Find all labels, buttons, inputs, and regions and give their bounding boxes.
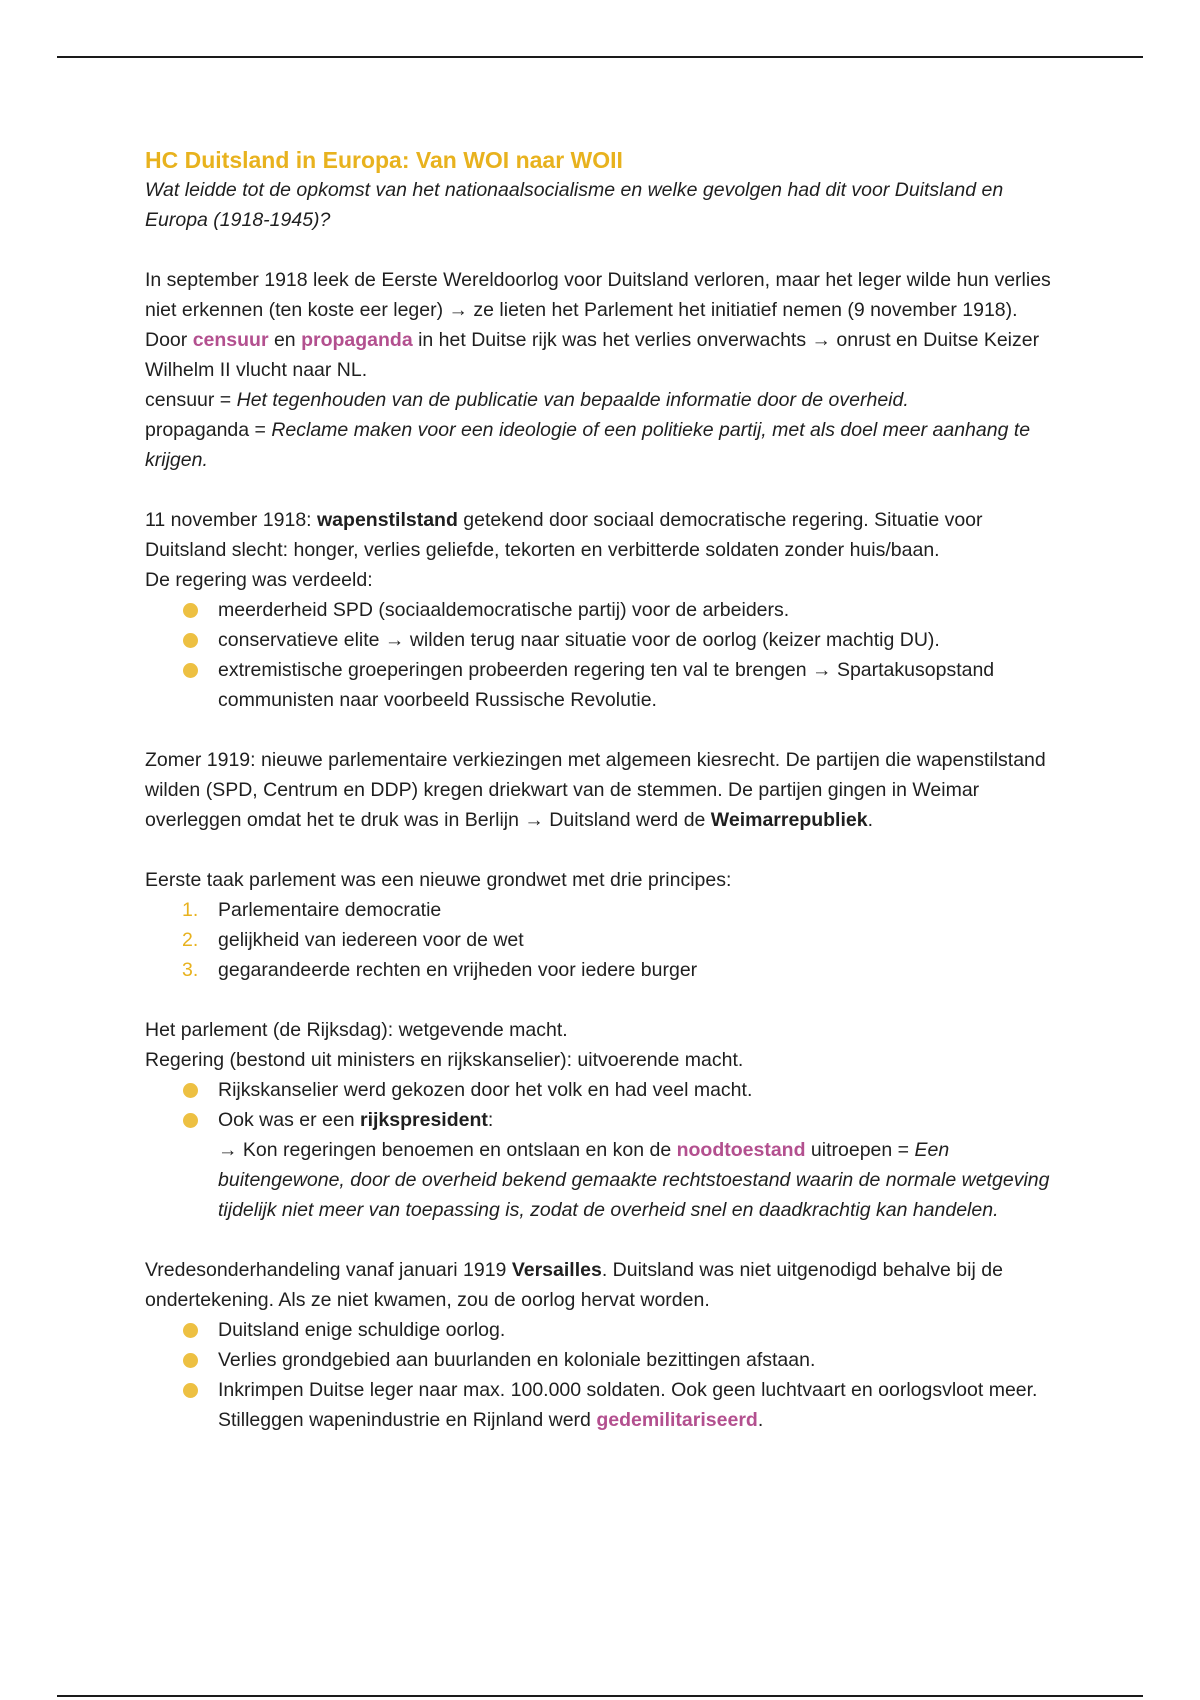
document-title: HC Duitsland in Europa: Van WOI naar WOII (145, 147, 623, 173)
list-item-text: meerderheid SPD (sociaaldemocratische partij) voor de arbeiders. (218, 599, 790, 621)
text-run: . Duitsland was niet uitgenodigd behalve bij de ondertekening. Als ze niet kwamen, zou de oorlog hervat worden. (145, 1259, 1003, 1311)
list-item-text: Duitsland enige schuldige oorlog. (218, 1319, 506, 1341)
paragraph-censuur-propaganda (145, 325, 1065, 385)
bullet-list-macht (145, 1075, 1065, 1225)
bullet-icon (183, 1083, 198, 1098)
definition-propaganda (145, 415, 1065, 475)
text-run: Vredesonderhandeling vanaf januari 1919 (145, 1259, 512, 1281)
numbered-list-principes (145, 895, 1065, 985)
definition-censuur (145, 385, 1065, 415)
bullet-list-versailles (145, 1315, 1065, 1435)
bottom-rule (57, 1695, 1143, 1697)
term-censuur: censuur (192, 329, 269, 351)
bullet-icon (183, 663, 198, 678)
paragraph-intro: In september 1918 leek de Eerste Wereldoorlog voor Duitsland verloren, maar het leger wilde hun verlies niet erkennen (ten koste eer leger) → ze lieten het Parlement het initiatief nemen (9 november 1918). (145, 269, 1051, 321)
term-noodtoestand: noodtoestand (676, 1139, 806, 1161)
list-item (145, 1345, 1065, 1375)
bold-term: Versailles (511, 1259, 602, 1281)
text-run: . (757, 1409, 764, 1431)
bullet-icon (183, 1323, 198, 1338)
paragraph-rijksdag: Het parlement (de Rijksdag): wetgevende macht. (145, 1019, 568, 1041)
list-item-text: Rijkskanselier werd gekozen door het volk en had veel macht. (218, 1079, 753, 1101)
list-item (145, 925, 1065, 955)
list-item-text: gegarandeerde rechten en vrijheden voor iedere burger (218, 959, 698, 981)
text-run: Door (145, 329, 193, 351)
list-number: 2. (182, 929, 199, 951)
list-item-text: Verlies grondgebied aan buurlanden en koloniale bezittingen afstaan. (218, 1349, 816, 1371)
list-item (145, 1075, 1065, 1105)
list-item (145, 1315, 1065, 1345)
bullet-list-regering (145, 595, 1065, 715)
text-run: : (487, 1109, 494, 1131)
definition-term: censuur = (145, 389, 237, 411)
paragraph-wapenstilstand (145, 505, 1065, 565)
paragraph-grondwet: Eerste taak parlement was een nieuwe grondwet met drie principes: (145, 869, 732, 891)
top-rule (57, 56, 1143, 58)
text-run: in het Duitse rijk was het verlies onverwachts → onrust en Duitse Keizer Wilhelm II vlucht naar NL. (145, 329, 1040, 381)
text-run: → Kon regeringen benoemen en ontslaan en kon de (218, 1139, 677, 1161)
list-item (145, 955, 1065, 985)
definition-term: propaganda = (145, 419, 272, 441)
list-number: 1. (182, 899, 199, 921)
bullet-icon (183, 1383, 198, 1398)
text-run: 11 november 1918: (145, 509, 318, 531)
text-run: Zomer 1919: nieuwe parlementaire verkiezingen met algemeen kiesrecht. De partijen die wapenstilstand wilden (SPD, Centrum en DDP) kregen driekwart van de stemmen. De partijen gingen in Weimar overleggen omdat het te druk was in Berlijn → Duitsland werd de (145, 749, 1046, 831)
list-item-text: conservatieve elite → wilden terug naar situatie voor de oorlog (keizer machtig DU). (218, 629, 940, 651)
document-subtitle: Wat leidde tot de opkomst van het nationaalsocialisme en welke gevolgen had dit voor Duitsland en Europa (1918-1945)? (145, 179, 1004, 231)
list-item (145, 1375, 1065, 1435)
bold-term: Weimarrepubliek (710, 809, 868, 831)
paragraph-versailles (145, 1255, 1065, 1315)
definition-text: Reclame maken voor een ideologie of een politieke partij, met als doel meer aanhang te krijgen. (145, 419, 1031, 471)
text-run: Inkrimpen Duitse leger naar max. 100.000 soldaten. Ook geen luchtvaart en oorlogsvloot meer. Stilleggen wapenindustrie en Rijnland werd (218, 1379, 1038, 1431)
definition-text: Het tegenhouden van de publicatie van bepaalde informatie door de overheid. (236, 389, 909, 411)
list-item (145, 595, 1065, 625)
text-run: en (268, 329, 302, 351)
text-run: uitroepen = (805, 1139, 915, 1161)
bullet-icon (183, 633, 198, 648)
list-item-text: Parlementaire democratie (218, 899, 442, 921)
list-item (145, 1105, 1065, 1225)
paragraph-regering-verdeeld: De regering was verdeeld: (145, 569, 373, 591)
bullet-icon (183, 1353, 198, 1368)
term-gedemilitariseerd: gedemilitariseerd (596, 1409, 758, 1431)
text-run: getekend door sociaal democratische regering. Situatie voor Duitsland slecht: honger, verlies geliefde, tekorten en verbitterde soldaten zonder huis/baan. (145, 509, 983, 561)
text-run: . (867, 809, 873, 831)
list-number: 3. (182, 959, 199, 981)
list-item (145, 895, 1065, 925)
bold-term: wapenstilstand (317, 509, 458, 531)
list-item (145, 655, 1065, 715)
term-propaganda: propaganda (301, 329, 413, 351)
paragraph-regering: Regering (bestond uit ministers en rijkskanselier): uitvoerende macht. (145, 1049, 744, 1071)
definition-text: Een buitengewone, door de overheid bekend gemaakte rechtstoestand waarin de normale wetgeving tijdelijk niet meer van toepassing is, zodat de overheid snel en daadkrachtig kan handelen. (218, 1139, 1050, 1221)
list-item-text: extremistische groeperingen probeerden regering ten val te brengen → Spartakusopstand communisten naar voorbeeld Russische Revolutie. (218, 659, 995, 711)
document-body (145, 145, 1065, 1435)
paragraph-weimar (145, 745, 1065, 835)
list-item-text: gelijkheid van iedereen voor de wet (218, 929, 524, 951)
bold-term: rijkspresident (359, 1109, 488, 1131)
list-item (145, 625, 1065, 655)
bullet-icon (183, 603, 198, 618)
text-run: Ook was er een (218, 1109, 360, 1131)
bullet-icon (183, 1113, 198, 1128)
